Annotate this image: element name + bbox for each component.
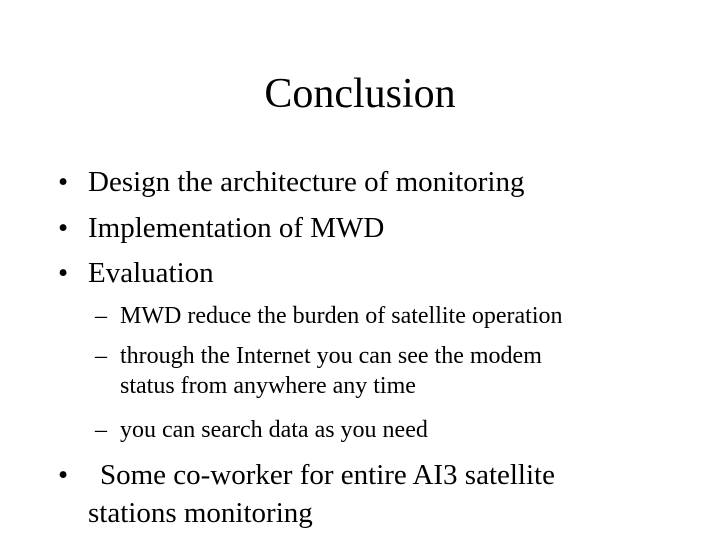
sub-bullet-continuation: status from anywhere any time bbox=[120, 373, 416, 399]
slide-title: Conclusion bbox=[264, 71, 456, 117]
bullet-text: Evaluation bbox=[88, 257, 214, 289]
sub-bullet-text: MWD reduce the burden of satellite operation bbox=[120, 303, 563, 329]
bullet-text: Some co-worker for entire AI3 satellite bbox=[100, 459, 555, 491]
bullet-continuation: stations monitoring bbox=[88, 497, 313, 529]
bullet-mark: • bbox=[58, 459, 69, 491]
sub-bullet-text: through the Internet you can see the modem bbox=[120, 343, 542, 369]
sub-bullet-mark: – bbox=[95, 303, 107, 329]
bullet-mark: • bbox=[58, 212, 69, 244]
bullet-mark: • bbox=[58, 166, 69, 198]
bullet-text: Implementation of MWD bbox=[88, 212, 385, 244]
sub-bullet-text: you can search data as you need bbox=[120, 417, 428, 443]
bullet-mark: • bbox=[58, 257, 69, 289]
sub-bullet-mark: – bbox=[95, 343, 107, 369]
sub-bullet-mark: – bbox=[95, 417, 107, 443]
bullet-text: Design the architecture of monitoring bbox=[88, 166, 525, 198]
